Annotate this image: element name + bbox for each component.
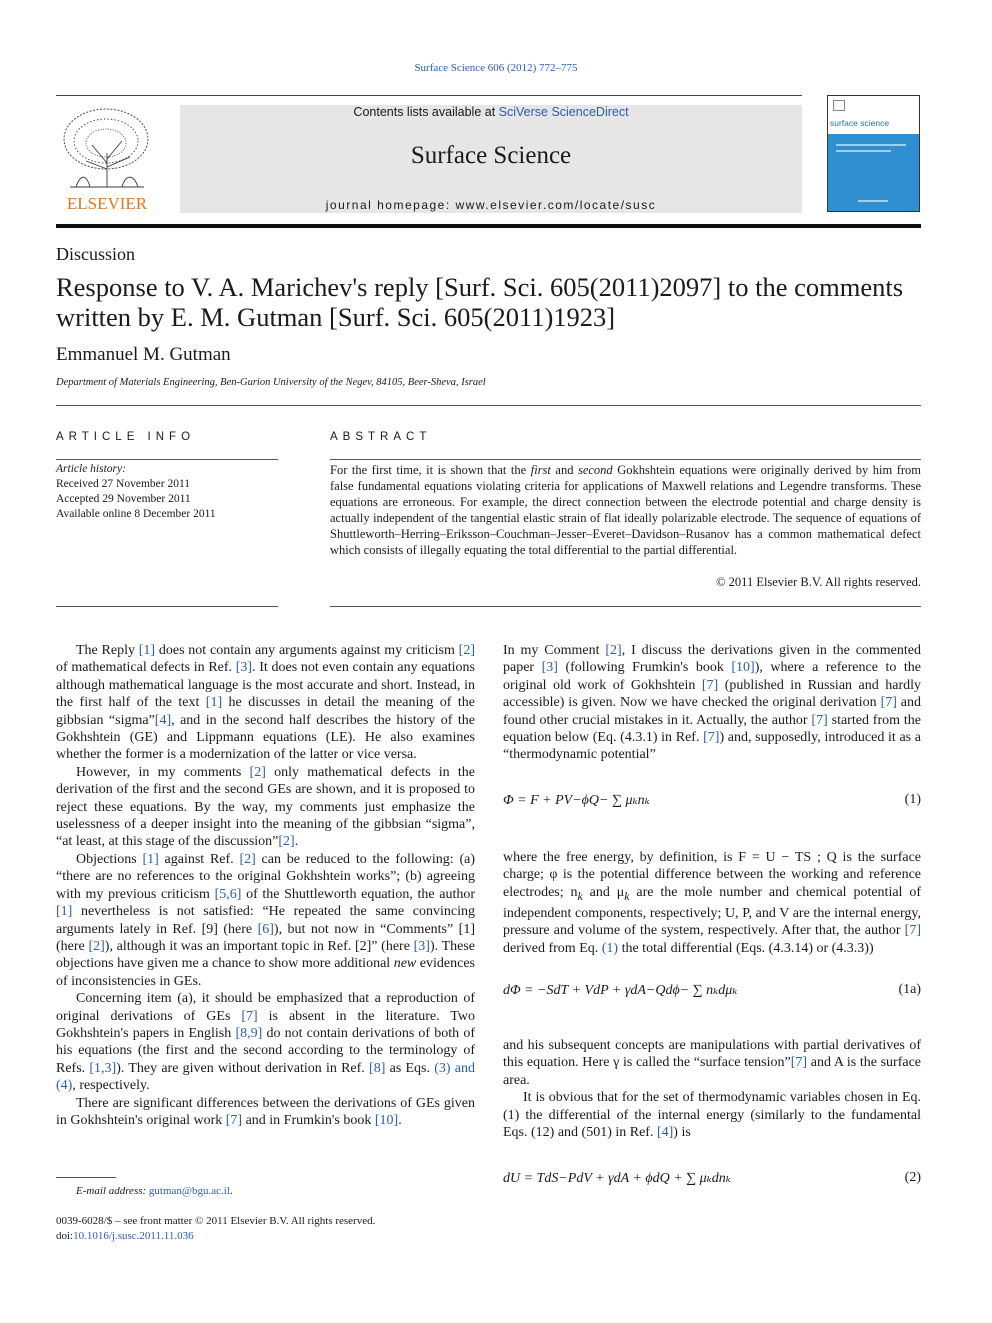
- citation-link[interactable]: [1]: [205, 695, 223, 711]
- citation-link[interactable]: [8]: [369, 1060, 386, 1076]
- contents-prefix: Contents lists available at: [353, 105, 499, 119]
- equation-2: [503, 1170, 921, 1187]
- sciencedirect-link[interactable]: SciVerse ScienceDirect: [498, 105, 629, 119]
- paragraph: and his subsequent concepts are manipulations with partial derivatives of this equation. Here γ is called the “surface tension”[7] and A is the surface area.: [503, 1038, 922, 1088]
- abstract-heading: ABSTRACT: [330, 431, 432, 443]
- equation-1a-expression: dΦ = −SdT + VdP + γdA−Qdϕ− ∑ nₖdμₖ: [503, 983, 738, 998]
- email-link[interactable]: gutman@bgu.ac.il: [148, 1185, 230, 1197]
- citation-link[interactable]: [4]: [656, 1125, 674, 1141]
- citation-link[interactable]: [7]: [701, 677, 719, 693]
- citation-link[interactable]: [8,9]: [235, 1025, 263, 1041]
- elsevier-wordmark: ELSEVIER: [66, 194, 148, 213]
- abstract-copyright: © 2011 Elsevier B.V. All rights reserved.: [716, 575, 921, 589]
- equation-2-expression: dU = TdS−PdV + γdA + ϕdQ + ∑ μₖdnₖ: [503, 1171, 731, 1186]
- citation-link[interactable]: [10]: [374, 1112, 399, 1128]
- footnote-rule: [56, 1177, 116, 1178]
- citation-link[interactable]: [1]: [56, 904, 73, 920]
- journal-homepage[interactable]: journal homepage: www.elsevier.com/locate/susc: [325, 198, 657, 212]
- elsevier-tree-icon: [56, 103, 158, 215]
- issn-line: 0039-6028/$ – see front matter © 2011 Elsevier B.V. All rights reserved.: [56, 1215, 376, 1227]
- citation-link[interactable]: [7]: [225, 1112, 243, 1128]
- equation-link[interactable]: (3) and (4): [56, 1060, 475, 1094]
- citation-link[interactable]: [1]: [142, 851, 159, 867]
- paragraph: The Reply [1] does not contain any arguments against my criticism [2] of mathematical defects in Ref. [3]. It does not even contain any equations although mathematical language is the most accurate and short. Instead, in the first half of the text [1] he discusses in detail the meaning of the gibbsian “sigma”[4], and in the second half describes the history of the Gokhshtein (GE) and Lippmann equations (LE). He also examines whether the former is a modernization of the latter or vice versa.: [56, 643, 475, 763]
- citation-link[interactable]: [1]: [138, 643, 156, 658]
- equation-1a: [503, 982, 921, 999]
- header-thick-rule: [56, 224, 921, 228]
- abstract-body: For the first time, it is shown that the first and second Gokhshtein equations were originally derived by him from false fundamental equations violating criteria for applications of Maxwell relations and Legendre transforms. These equations are erroneous. For example, the direct connection between the electrode potential and charge density is actually independent of the tangential elastic strain of flat ideally polarizable electrode. The sequence of equations of Shuttleworth–Herring–Eriksson–Couchman–Jesser–Everet–Davidson–Rusanov has a common mathematical defect which consists of illegally equating the total differential to the partial differential.: [330, 463, 921, 557]
- citation-link[interactable]: [7]: [790, 1055, 808, 1071]
- citation-link[interactable]: [4]: [154, 712, 172, 728]
- citation-link[interactable]: [3]: [235, 660, 253, 676]
- cover-emblem-icon: [833, 100, 845, 111]
- citation-link[interactable]: [3]: [413, 938, 430, 954]
- article-type-label: Discussion: [56, 244, 136, 264]
- author-name[interactable]: Emmanuel M. Gutman: [56, 344, 231, 365]
- online-date: Available online 8 December 2011: [56, 508, 216, 520]
- body-right-column-middle: [503, 849, 921, 957]
- equation-1: [503, 792, 921, 809]
- author-email-footnote: E-mail address: gutman@bgu.ac.il.: [76, 1185, 233, 1197]
- accepted-date: Accepted 29 November 2011: [56, 493, 191, 505]
- citation-link[interactable]: [7]: [880, 695, 897, 711]
- citation-link[interactable]: [1,3]: [89, 1060, 117, 1076]
- citation-link[interactable]: [10]: [731, 660, 755, 676]
- equation-1-expression: Φ = F + PV−ϕQ− ∑ μₖnₖ: [503, 793, 650, 808]
- citation-link[interactable]: [2]: [458, 643, 475, 658]
- affiliation-rule: [56, 405, 921, 406]
- body-right-column-bottom: [503, 1037, 921, 1141]
- citation-link[interactable]: [2]: [239, 851, 256, 867]
- author-affiliation: Department of Materials Engineering, Ben-Gurion University of the Negev, 84105, Beer-Sheva, Israel: [56, 377, 486, 388]
- body-right-column-top: [503, 642, 921, 764]
- email-label: E-mail address:: [76, 1185, 149, 1197]
- header-top-rule: [56, 95, 802, 96]
- paragraph: where the free energy, by definition, is F = U − TS ; Q is the surface charge; φ is the potential difference between the working and reference electrodes; $n_k$ and $\mu_k$ are the mole number and chemical potential of independent components, respectively; U, P, and V are the internal energy, pressure and volume of the system, respectively. After that, the author [7] derived from Eq. (1) the total differential (Eqs. (4.3.14) or (4.3.3)): [503, 850, 921, 956]
- citation-link[interactable]: [2]: [88, 938, 105, 954]
- journal-cover-thumbnail[interactable]: [827, 95, 920, 212]
- cover-title: surface science: [830, 118, 890, 128]
- article-info-heading: ARTICLE INFO: [56, 431, 196, 443]
- paragraph: In my Comment [2], I discuss the derivations given in the commented paper [3] (following Frumkin's book [10]), where a reference to the original old work of Gokhshtein [7] (published in Russian and hardly accessible) is given. Now we have checked the original derivation [7] and found other crucial mistakes in it. Actually, the author [7] started from the equation below (Eq. (4.3.1) in Ref. [7]) and, supposedly, introduced it as a “thermodynamic potential”: [503, 643, 922, 763]
- citation-link[interactable]: [5,6]: [214, 886, 242, 902]
- journal-citation[interactable]: Surface Science 606 (2012) 772–775: [414, 62, 578, 74]
- article-history: [56, 462, 216, 522]
- article-info-bottom-rule: [56, 606, 278, 607]
- equation-link[interactable]: (1): [601, 940, 619, 956]
- contents-availability: [180, 105, 802, 119]
- paragraph: There are significant differences between the derivations of GEs given in Gokhshtein's original work [7] and in Frumkin's book [10].: [56, 1095, 475, 1128]
- paragraph: However, in my comments [2] only mathematical defects in the derivation of the first and the second GEs are shown, and it is proposed to reject these equations. By the way, my comments just emphasize the uselessness of a deeper insight into the meaning of the gibbsian “sigma”, “at least, at this stage of the discussion”[2].: [56, 764, 476, 850]
- paper-title: Response to V. A. Marichev's reply [Surf. Sci. 605(2011)2097] to the comments written by E. M. Gutman [Surf. Sci. 605(2011)1923]: [56, 272, 904, 332]
- paragraph: It is obvious that for the set of thermodynamic variables chosen in Eq. (1) the differential of the internal energy (similarly to the fundamental Eqs. (12) and (501) in Ref. [4]) is: [503, 1090, 921, 1141]
- paragraph: Objections [1] against Ref. [2] can be reduced to the following: (a) “there are no references to the original Gokhshtein works”; (b) agreeing with my previous criticism [5,6] of the Shuttleworth equation, the author [1] nevertheless is not satisfied: “He repeated the same convincing arguments lately in Ref. [9] (here [6]), but not now in “Comments” [1] (here [2]), although it was an important topic in Ref. [2]” (here [3]). These objections have given me a chance to show more additional new evidences of inconsistencies in GEs.: [56, 851, 476, 989]
- doi-line: doi:10.1016/j.susc.2011.11.036: [56, 1229, 194, 1242]
- citation-link[interactable]: [6]: [257, 921, 274, 937]
- citation-link[interactable]: [2]: [278, 834, 295, 850]
- abstract-bottom-rule: [330, 606, 921, 607]
- equation-1-number: (1): [904, 792, 921, 807]
- elsevier-logo[interactable]: [56, 103, 158, 215]
- citation-link[interactable]: [7]: [241, 1008, 258, 1024]
- paragraph: Concerning item (a), it should be emphasized that a reproduction of original derivations of GEs [7] is absent in the literature. Two Gokhshtein's papers in English [8,9] do not contain derivations of both of his equations (the first and the second according to the terminology of Refs. [1,3]). They are given without derivation in Ref. [8] as Eqs. (3) and (4), respectively.: [56, 991, 475, 1094]
- journal-title[interactable]: Surface Science: [410, 142, 572, 169]
- citation-link[interactable]: [2]: [249, 764, 266, 780]
- citation-link[interactable]: [7]: [703, 730, 720, 746]
- equation-1a-number: (1a): [898, 982, 921, 997]
- citation-link[interactable]: [7]: [811, 712, 828, 728]
- received-date: Received 27 November 2011: [56, 478, 191, 490]
- article-info-rule: [56, 459, 278, 460]
- citation-link[interactable]: [2]: [605, 643, 622, 658]
- body-left-column: [56, 642, 475, 1129]
- cover-blue-panel: [828, 134, 919, 211]
- issn-doi-block: [56, 1214, 375, 1243]
- doi-link[interactable]: 10.1016/j.susc.2011.11.036: [73, 1229, 194, 1242]
- citation-link[interactable]: [7]: [904, 923, 921, 939]
- history-label: Article history:: [56, 463, 126, 475]
- citation-link[interactable]: [3]: [541, 660, 558, 676]
- abstract-rule: [330, 459, 921, 460]
- equation-2-number: (2): [904, 1170, 921, 1185]
